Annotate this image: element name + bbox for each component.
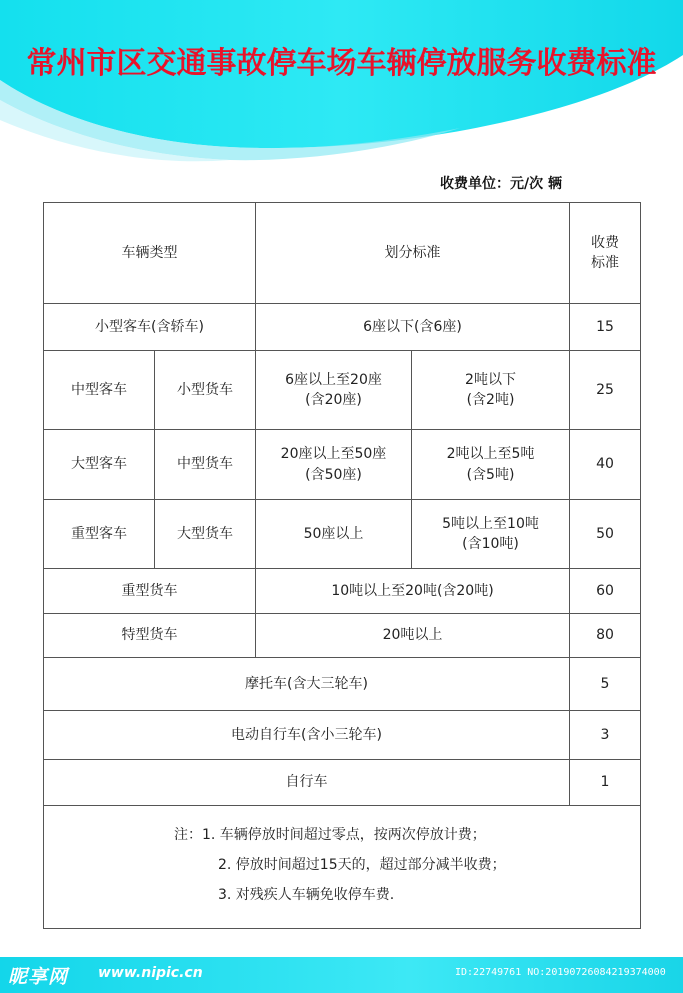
vehicle-type-truck: 中型货车 [155, 430, 256, 500]
standard-seats-line1: 6座以上至20座 [285, 371, 382, 388]
standard-seats: 50座以上 [256, 500, 412, 569]
fee: 25 [570, 351, 641, 430]
vehicle-type-passenger: 中型客车 [44, 351, 155, 430]
vehicle-type-truck: 大型货车 [155, 500, 256, 569]
table-row [44, 569, 641, 614]
fee: 40 [570, 430, 641, 500]
note-line-2: 2. 停放时间超过15天的，超过部分减半收费； [218, 857, 506, 873]
table-row [44, 430, 641, 500]
notes [44, 806, 640, 928]
standard-tons-line2: (含2吨) [466, 392, 515, 408]
vehicle-type-passenger: 大型客车 [44, 430, 155, 500]
watermark-site: www.nipic.cn [98, 965, 203, 981]
standard-tons-line1: 2吨以上至5吨 [446, 446, 535, 463]
standard: 6座以下(含6座) [256, 304, 570, 351]
table-row [44, 658, 641, 711]
table-row [44, 760, 641, 806]
table-header-row [44, 203, 641, 304]
table-row [44, 614, 641, 658]
note-line-3: 3. 对残疾人车辆免收停车费. [218, 887, 395, 903]
notes-row [44, 806, 641, 929]
standard-seats [256, 351, 412, 430]
header-wave-background [0, 0, 683, 170]
standard: 20吨以上 [256, 614, 570, 658]
vehicle-type: 重型货车 [44, 569, 256, 614]
standard-seats-line2: (含50座) [305, 466, 362, 483]
fee: 80 [570, 614, 641, 658]
standard-tons [412, 430, 570, 500]
fee: 50 [570, 500, 641, 569]
fee: 60 [570, 569, 641, 614]
watermark-id: ID:22749761 NO:20190726084219374000 [455, 967, 666, 978]
table-row [44, 500, 641, 569]
table-row [44, 304, 641, 351]
standard-seats-line1: 20座以上至50座 [280, 446, 387, 463]
fee-table [43, 202, 641, 929]
table-row [44, 351, 641, 430]
standard-seats [256, 430, 412, 500]
standard-tons-line1: 5吨以上至10吨 [442, 515, 539, 532]
standard-tons [412, 500, 570, 569]
table-row [44, 711, 641, 760]
watermark-brand: 昵享网 [8, 966, 69, 988]
header-fee [570, 203, 641, 304]
fee: 15 [570, 304, 641, 351]
fee-unit-label: 收费单位：元/次 辆 [440, 176, 562, 192]
header-fee-line2: 标准 [591, 255, 619, 271]
header-vehicle-type: 车辆类型 [44, 203, 256, 304]
standard-tons-line2: (含5吨) [466, 466, 515, 483]
note-line-1: 注：1. 车辆停放时间超过零点，按两次停放计费； [174, 827, 486, 843]
fee: 1 [570, 760, 641, 806]
fee: 5 [570, 658, 641, 711]
standard: 10吨以上至20吨(含20吨) [256, 569, 570, 614]
header-standard: 划分标准 [256, 203, 570, 304]
vehicle-type: 电动自行车(含小三轮车) [44, 711, 570, 760]
vehicle-type-passenger: 重型客车 [44, 500, 155, 569]
standard-seats-line2: (含20座) [305, 392, 362, 408]
standard-tons [412, 351, 570, 430]
notes-cell [44, 806, 641, 929]
page-title: 常州市区交通事故停车场车辆停放服务收费标准 [26, 46, 657, 81]
vehicle-type: 摩托车(含大三轮车) [44, 658, 570, 711]
vehicle-type: 小型客车(含轿车) [44, 304, 256, 351]
header-fee-line1: 收费 [591, 234, 619, 251]
standard-tons-line2: (含10吨) [462, 536, 519, 552]
vehicle-type-truck: 小型货车 [155, 351, 256, 430]
fee: 3 [570, 711, 641, 760]
vehicle-type: 特型货车 [44, 614, 256, 658]
vehicle-type: 自行车 [44, 760, 570, 806]
standard-tons-line1: 2吨以下 [465, 371, 516, 388]
